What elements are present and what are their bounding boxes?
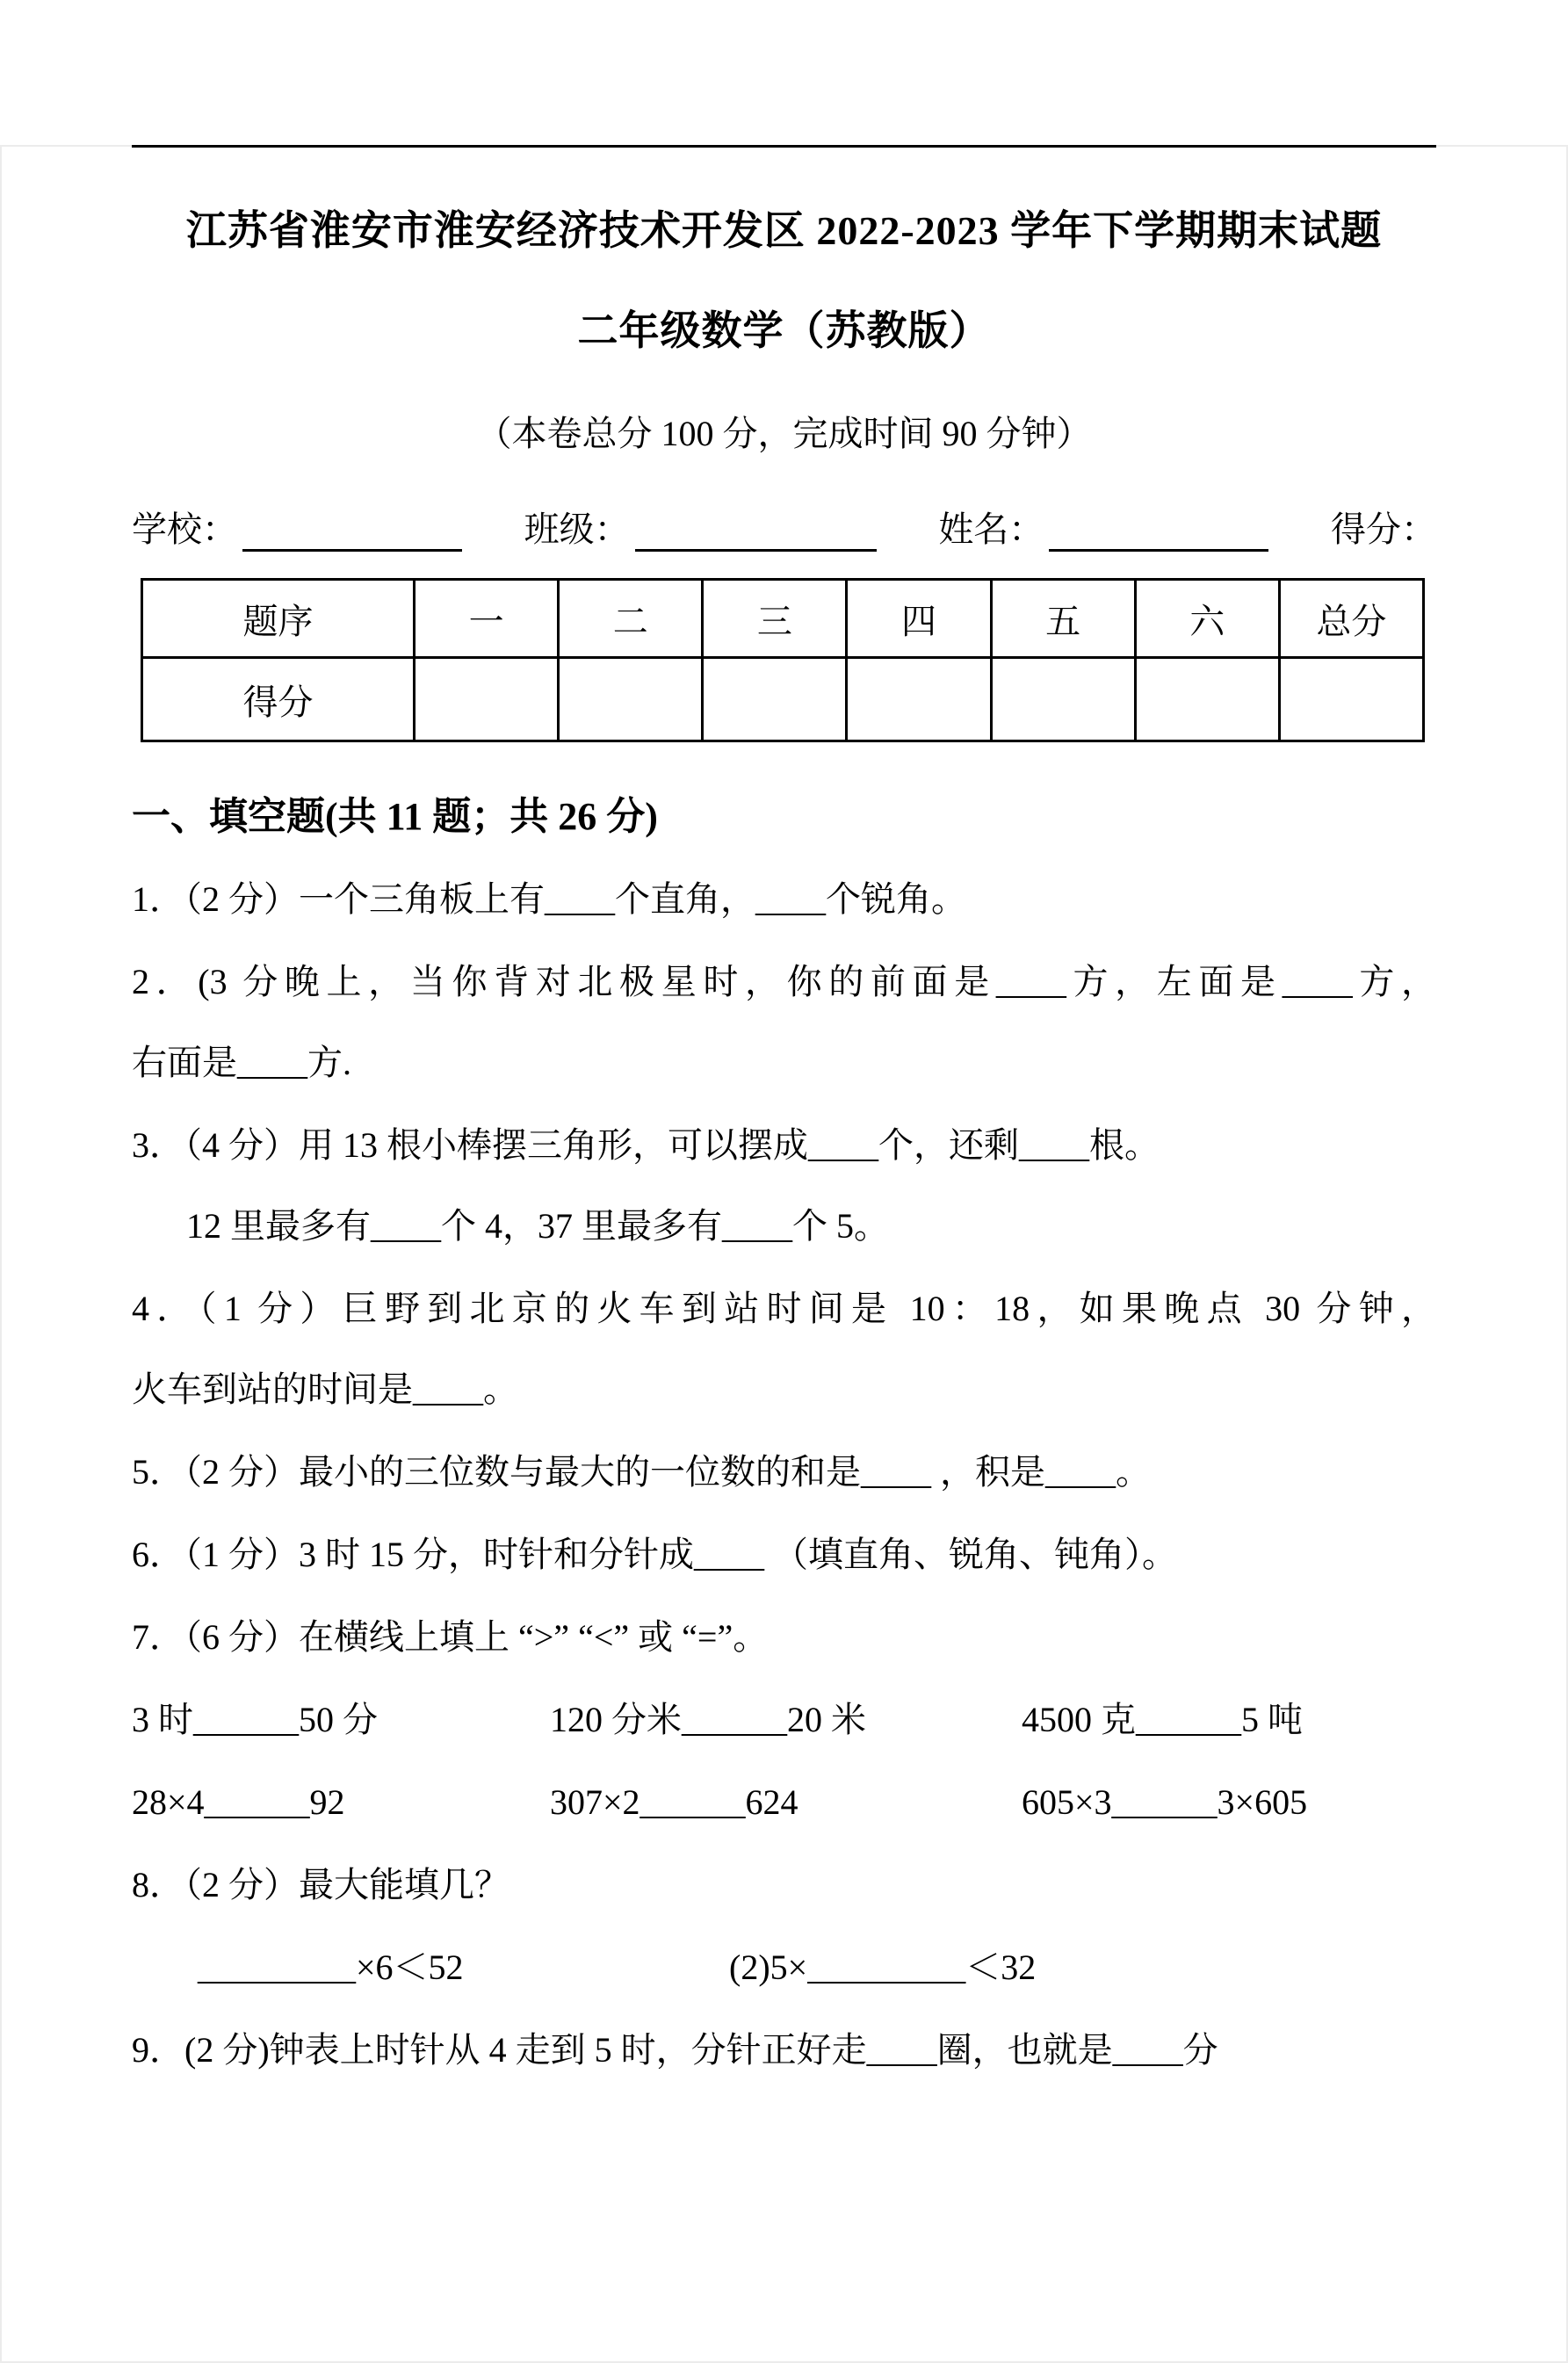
exam-subtitle: 二年级数学（苏教版） xyxy=(577,308,991,353)
score-table-empty-cell xyxy=(847,658,991,741)
score-table-cell: 总分 xyxy=(1279,580,1423,658)
score-label: 得分： xyxy=(1330,509,1436,549)
question-line-3a: 3．（4 分）用 13 根小棒摆三角形，可以摆成____个，还剩____根。 xyxy=(132,1125,1160,1165)
fill-item: _________×6＜52 xyxy=(198,1947,464,1987)
exam-title: 江苏省淮安市淮安经济技术开发区 2022-2023 学年下学期期末试题 xyxy=(185,208,1383,253)
score-table-cell: 题序 xyxy=(142,580,415,658)
score-table-empty-cell xyxy=(991,658,1135,741)
question-line-3b: 12 里最多有____个 4，37 里最多有____个 5。 xyxy=(186,1206,889,1246)
school-label: 学校： xyxy=(132,509,237,549)
question-line-7: 7．（6 分）在横线上填上 “>” “<” 或 “=”。 xyxy=(132,1617,769,1657)
question-line-4b: 火车到站的时间是____。 xyxy=(132,1369,518,1409)
compare-item: 3 时______50 分 xyxy=(132,1700,378,1739)
compare-item: 605×3______3×605 xyxy=(1022,1782,1308,1822)
question-line-9: 9．(2 分)钟表上时针从 4 走到 5 时，分针正好走____圈，也就是____分 xyxy=(132,2030,1218,2070)
score-table-cell: 三 xyxy=(703,580,847,658)
score-table-header-row xyxy=(142,580,1424,658)
score-table-empty-cell xyxy=(1279,658,1423,741)
score-table xyxy=(141,578,1425,742)
compare-item: 28×4______92 xyxy=(132,1782,345,1822)
question-line-1: 1．（2 分）一个三角板上有____个直角，____个锐角。 xyxy=(132,879,966,919)
class-field xyxy=(524,502,877,552)
name-field xyxy=(938,502,1268,552)
score-field xyxy=(1331,502,1436,552)
compare-item: 307×2______624 xyxy=(550,1782,798,1822)
score-table-empty-cell xyxy=(1135,658,1279,741)
score-table-empty-cell xyxy=(559,658,703,741)
student-info-row xyxy=(132,502,1436,552)
question-line-5: 5．（2 分）最小的三位数与最大的一位数的和是____ ，积是____。 xyxy=(132,1452,1151,1492)
question8-fill-row xyxy=(132,1944,1436,1991)
compare-item: 120 分米______20 米 xyxy=(550,1700,866,1739)
score-table-cell: 得分 xyxy=(142,658,415,741)
question-line-8: 8．（2 分）最大能填几？ xyxy=(132,1865,509,1904)
question-line-4a: 4．（1 分）巨野到北京的火车到站时间是 10：18，如果晚点 30 分钟， xyxy=(132,1289,1436,1328)
name-label: 姓名： xyxy=(938,509,1044,549)
exam-page xyxy=(0,145,1568,2074)
score-table-score-row xyxy=(142,658,1424,741)
question-line-6: 6．（1 分）3 时 15 分，时针和分针成____ （填直角、锐角、钝角）。 xyxy=(132,1535,1177,1574)
question-line-2b: 右面是____方. xyxy=(132,1043,351,1082)
class-label: 班级： xyxy=(524,509,630,549)
top-divider xyxy=(132,145,1436,148)
school-blank xyxy=(242,514,462,552)
name-blank xyxy=(1049,514,1268,552)
question7-compare-row-1 xyxy=(132,1696,1436,1744)
question-line-2a: 2．(3 分晚上，当你背对北极星时，你的前面是____方，左面是____方， xyxy=(132,962,1436,1001)
score-table-cell: 六 xyxy=(1135,580,1279,658)
compare-item: 4500 克______5 吨 xyxy=(1022,1700,1303,1739)
score-table-cell: 四 xyxy=(847,580,991,658)
fill-item: (2)5×_________＜32 xyxy=(729,1947,1037,1987)
score-table-cell: 一 xyxy=(415,580,559,658)
exam-meta-line: （本卷总分 100 分，完成时间 90 分钟） xyxy=(476,414,1092,453)
score-table-cell: 五 xyxy=(991,580,1135,658)
question7-compare-row-2 xyxy=(132,1779,1436,1826)
score-table-empty-cell xyxy=(415,658,559,741)
section1-heading: 一、填空题(共 11 题；共 26 分) xyxy=(132,795,658,838)
school-field xyxy=(132,502,462,552)
class-blank xyxy=(635,514,877,552)
score-table-empty-cell xyxy=(703,658,847,741)
score-table-cell: 二 xyxy=(559,580,703,658)
